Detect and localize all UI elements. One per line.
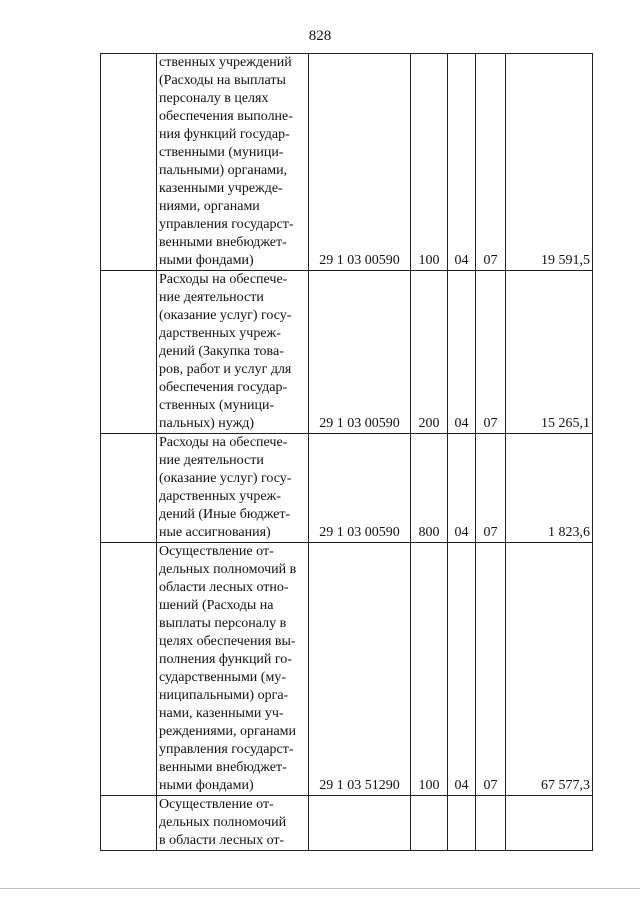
expense-name-cell: [157, 271, 309, 434]
scan-edge-line: [0, 888, 640, 889]
subsection-cell: [476, 796, 506, 851]
expense-name-line: ние деятельности: [159, 290, 264, 305]
expense-name-line: (оказание услуг) госу-: [159, 308, 292, 323]
subsection-cell: 07: [476, 271, 506, 434]
section-cell: 04: [448, 271, 476, 434]
expense-name-line: выплаты персоналу в: [159, 616, 287, 631]
expense-name-line: шений (Расходы на: [159, 598, 274, 613]
amount-cell: 15 265,1: [506, 271, 593, 434]
empty-cell: [101, 54, 157, 271]
expense-name-line: нами, казенными уч-: [159, 706, 284, 721]
expense-name-line: ние деятельности: [159, 453, 264, 468]
expense-name-line: реждениями, органами: [159, 724, 297, 739]
expense-name-line: казенными учрежде-: [159, 181, 283, 196]
expense-name-cell: [157, 434, 309, 543]
expense-name-line: в области лесных от-: [159, 833, 285, 848]
expense-name-line: сударственными (му-: [159, 670, 286, 685]
expense-name-line: (оказание услуг) госу-: [159, 471, 292, 486]
expense-name-line: полнения функций го-: [159, 652, 292, 667]
expense-name-line: ния функций государ-: [159, 127, 290, 142]
table-body: [101, 54, 593, 851]
expense-name-line: персоналу в целях: [159, 91, 269, 106]
empty-cell: [101, 271, 157, 434]
page-number: 828: [308, 28, 332, 44]
amount-cell: 19 591,5: [506, 54, 593, 271]
expense-name-line: венными внебюджет-: [159, 760, 287, 775]
table-row: [101, 796, 593, 851]
expense-name-line: ственными (муници-: [159, 145, 284, 160]
expense-name-line: дений (Закупка това-: [159, 344, 284, 359]
table-row: [101, 543, 593, 796]
target-article-code-cell: 29 1 03 00590: [309, 271, 411, 434]
amount-cell: 67 577,3: [506, 543, 593, 796]
expense-name-line: дельных полномочий в: [159, 562, 297, 577]
expense-name-line: Расходы на обеспече-: [159, 435, 288, 450]
subsection-cell: 07: [476, 434, 506, 543]
expense-name-line: обеспечения выполне-: [159, 109, 293, 124]
budget-table: [100, 53, 593, 851]
expense-name-cell: [157, 54, 309, 271]
subsection-cell: 07: [476, 543, 506, 796]
expense-name-line: пальными) органами,: [159, 163, 288, 178]
section-cell: 04: [448, 54, 476, 271]
expense-type-cell: 200: [411, 271, 448, 434]
section-cell: 04: [448, 434, 476, 543]
expense-type-cell: 800: [411, 434, 448, 543]
empty-cell: [101, 543, 157, 796]
expense-name-line: Осуществление от-: [159, 797, 274, 812]
expense-name-line: управления государст-: [159, 217, 294, 232]
table-row: [101, 54, 593, 271]
expense-name-line: ные ассигнования): [159, 525, 271, 540]
expense-name-line: ров, работ и услуг для: [159, 362, 292, 377]
expense-name-line: обеспечения государ-: [159, 380, 288, 395]
expense-name-line: дарственных учреж-: [159, 489, 281, 504]
empty-cell: [101, 434, 157, 543]
target-article-code-cell: [309, 796, 411, 851]
section-cell: 04: [448, 543, 476, 796]
expense-name-line: ниципальными) орга-: [159, 688, 289, 703]
table-row: [101, 271, 593, 434]
expense-name-line: ственных учреждений: [159, 55, 292, 70]
target-article-code-cell: 29 1 03 00590: [309, 54, 411, 271]
amount-cell: [506, 796, 593, 851]
expense-name-line: ными фондами): [159, 253, 254, 268]
expense-name-line: дарственных учреж-: [159, 326, 281, 341]
subsection-cell: 07: [476, 54, 506, 271]
expense-name-line: ниями, органами: [159, 199, 260, 214]
expense-name-line: области лесных отно-: [159, 580, 289, 595]
expense-name-line: дений (Иные бюджет-: [159, 507, 291, 522]
expense-name-line: (Расходы на выплаты: [159, 73, 286, 88]
expense-type-cell: [411, 796, 448, 851]
expense-name-cell: [157, 543, 309, 796]
section-cell: [448, 796, 476, 851]
expense-name-cell: [157, 796, 309, 851]
target-article-code-cell: 29 1 03 00590: [309, 434, 411, 543]
empty-cell: [101, 796, 157, 851]
expense-name-line: управления государст-: [159, 742, 294, 757]
amount-cell: 1 823,6: [506, 434, 593, 543]
expense-name-line: ными фондами): [159, 778, 254, 793]
expense-name-line: пальных) нужд): [159, 416, 255, 431]
expense-name-line: Осуществление от-: [159, 544, 274, 559]
expense-type-cell: 100: [411, 543, 448, 796]
target-article-code-cell: 29 1 03 51290: [309, 543, 411, 796]
expense-name-line: Расходы на обеспече-: [159, 272, 288, 287]
expense-name-line: ственных (муници-: [159, 398, 275, 413]
table-row: [101, 434, 593, 543]
expense-name-line: дельных полномочий: [159, 815, 287, 830]
expense-name-line: целях обеспечения вы-: [159, 634, 296, 649]
expense-name-line: венными внебюджет-: [159, 235, 287, 250]
expense-type-cell: 100: [411, 54, 448, 271]
